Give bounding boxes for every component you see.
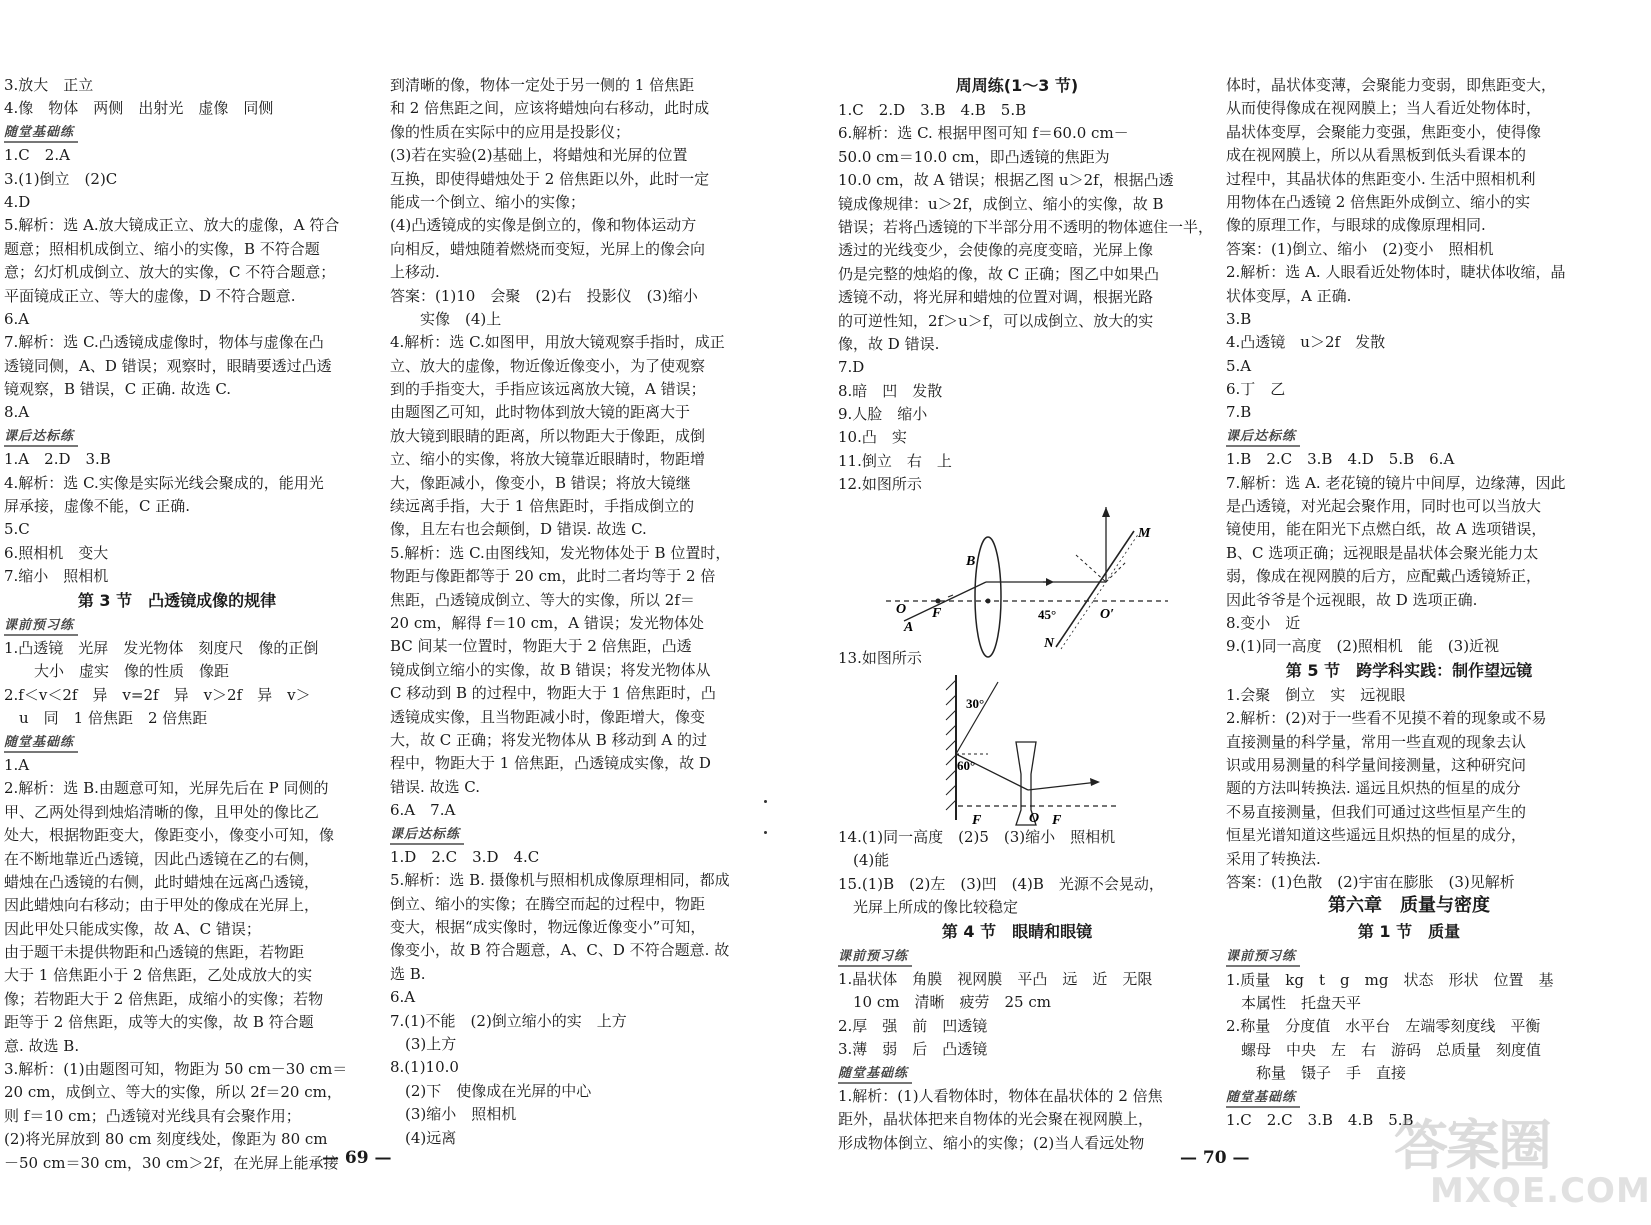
text-line: 8.(1)10.0 (390, 1058, 459, 1077)
text-line: 1.A (4, 755, 30, 774)
text-line: 立、放大的虚像，物近像近像变小，为了使观察 (390, 356, 706, 375)
watermark-text-url: MXQE.COM (1430, 1171, 1651, 1211)
text-line: 6.A (390, 988, 416, 1007)
text-line: 距外，晶状体把来自物体的光会聚在视网膜上， (838, 1110, 1154, 1129)
text-line: 6.解析：选 C. 根据甲图可知 f＝60.0 cm－ (838, 124, 1129, 143)
label-N: N (1044, 635, 1055, 651)
text-line: 题的方法叫转换法. 遥远且炽热的恒星的成分 (1226, 779, 1521, 798)
section-tag (1226, 425, 1592, 448)
label-O: O (896, 601, 907, 617)
text-line: 8.A (4, 403, 30, 422)
column-4 (1226, 74, 1592, 1132)
text-line: 7.D (838, 358, 865, 377)
text-line: 在不断地靠近凸透镜，因此凸透镜在乙的右侧， (4, 849, 320, 868)
text-line: 1.C 2.C 3.B 4.B 5.B (1226, 1111, 1414, 1130)
column-1 (4, 74, 350, 1175)
text-line: 7.解析：选 A. 老花镜的镜片中间厚，边缘薄，因此 (1226, 473, 1566, 492)
text-line: 能成一个倒立、缩小的实像； (390, 192, 586, 211)
text-line: 向相反，蜡烛随着燃烧而变短，光屏上的像会向 (390, 239, 706, 258)
text-line: 1.晶状体 角膜 视网膜 平凸 远 近 无限 (838, 969, 1153, 988)
text-line: 弱，像成在视网膜的后方，应配戴凸透镜矫正， (1226, 567, 1542, 586)
text-line: (3)若在实验(2)基础上，将蜡烛和光屏的位置 (390, 146, 688, 165)
label-angle-45: 45° (1038, 606, 1057, 622)
section-tag-label: 随堂基础练 (4, 125, 78, 143)
figure-13-diagram (838, 670, 1196, 829)
text-line: －50 cm＝30 cm，30 cm＞2f，在光屏上能承接 (4, 1153, 339, 1172)
text-line: 4.凸透镜 u＞2f 发散 (1226, 333, 1386, 352)
text-line: 则 f＝10 cm；凸透镜对光线具有会聚作用； (4, 1106, 301, 1125)
text-line: 采用了转换法. (1226, 849, 1321, 868)
text-line: 从而使得像成在视网膜上；当人看近处物体时， (1226, 99, 1542, 118)
section-tag (4, 425, 350, 448)
chapter-heading: 第六章 质量与密度 (1328, 895, 1490, 917)
text-line: (3)缩小 照相机 (390, 1105, 517, 1124)
text-line: 上移动. (390, 263, 440, 282)
section-tag-label: 课前预习练 (1226, 949, 1300, 967)
section-tag-label: 随堂基础练 (838, 1066, 912, 1084)
text-line: 螺母 中央 左 右 游码 总质量 刻度值 (1226, 1040, 1542, 1059)
text-line: 4.像 物体 两侧 出射光 虚像 同侧 (4, 99, 274, 118)
text-line: 镜成像规律：u＞2f，成倒立、缩小的实像，故 B (838, 194, 1164, 213)
text-line: 因此爷爷是个远视眼，故 D 选项正确. (1226, 590, 1478, 609)
text-line: 形成物体倒立、缩小的实像；(2)当人看远处物 (838, 1133, 1145, 1152)
figure-12-svg (838, 497, 1196, 651)
text-line: (4)凸透镜成的实像是倒立的，像和物体运动方 (390, 216, 697, 235)
text-line: 1.D 2.C 3.D 4.C (390, 847, 540, 866)
text-line: 题意；照相机成倒立、缩小的实像，B 不符合题 (4, 239, 320, 258)
section-tag (838, 945, 1196, 968)
text-line: (2)将光屏放到 80 cm 刻度线处，像距为 80 cm (4, 1130, 328, 1149)
text-line: u 同 1 倍焦距 2 倍焦距 (4, 709, 208, 728)
figure-12-diagram (838, 497, 1196, 651)
text-line: 6.照相机 变大 (4, 543, 109, 562)
text-line: 是凸透镜，对光起会聚作用，同时也可以当放大 (1226, 497, 1542, 516)
label-F-left: F (972, 813, 982, 829)
text-line: 6.丁 乙 (1226, 380, 1286, 399)
text-line: 7.(1)不能 (2)倒立缩小的实 上方 (390, 1011, 627, 1030)
section-tag (4, 614, 350, 637)
page-number-right: — 70 — (1180, 1148, 1250, 1168)
section-heading: 第 1 节 质量 (1357, 922, 1461, 942)
text-line: 透过的光线变少，会使像的亮度变暗，光屏上像 (838, 241, 1154, 260)
section-tag (390, 823, 762, 846)
text-line: 意；幻灯机成倒立、放大的实像，C 不符合题意； (4, 263, 336, 282)
page-number-left: — 69 — (322, 1148, 392, 1168)
text-line: 7.解析：选 C.凸透镜成虚像时，物体与虚像在凸 (4, 333, 324, 352)
text-line: 1.C 2.D 3.B 4.B 5.B (838, 101, 1027, 119)
text-line: 倒立、缩小的实像；在腾空而起的过程中，物距 (390, 894, 706, 913)
section-tag-label: 课后达标练 (390, 827, 464, 845)
text-line: 镜使用，能在阳光下点燃白纸，故 A 选项错误， (1226, 520, 1547, 539)
text-line: 3.薄 弱 后 凸透镜 (838, 1040, 988, 1059)
text-line: 50.0 cm＝10.0 cm，即凸透镜的焦距为 (838, 147, 1110, 166)
watermark-text-cn: 答案圈 (1394, 1114, 1550, 1177)
section-tag-label: 随堂基础练 (4, 735, 78, 753)
section-tag (1226, 945, 1592, 968)
text-line: 2.称量 分度值 水平台 左端零刻度线 平衡 (1226, 1017, 1541, 1036)
text-line: C 移动到 B 的过程中，物距大于 1 倍焦距时，凸 (390, 684, 716, 703)
text-line: 5.C (4, 520, 30, 539)
text-line: 14.(1)同一高度 (2)5 (3)缩小 照相机 (838, 828, 1116, 847)
text-line: 蜡烛在凸透镜的右侧，此时蜡烛在远离凸透镜， (4, 872, 320, 891)
text-line: 本属性 托盘天平 (1226, 994, 1362, 1013)
section-tag-label: 课前预习练 (838, 949, 912, 967)
section-tag-label: 课后达标练 (1226, 429, 1300, 447)
section-tag (838, 1062, 1196, 1085)
text-line: 答案：(1)色散 (2)宇宙在膨胀 (3)见解析 (1226, 872, 1515, 891)
text-line: 5.解析：选 A.放大镜成正立、放大的虚像，A 符合 (4, 216, 340, 235)
question-13-label: 13.如图所示 (838, 648, 922, 667)
column-2 (390, 74, 762, 1150)
text-line: 2.f＜v＜2f 异 v=2f 异 v＞2f 异 v＞ (4, 685, 311, 704)
text-line: 1.解析：(1)人看物体时，物体在晶状体的 2 倍焦 (838, 1086, 1163, 1105)
text-line: 选 B. (390, 964, 426, 983)
text-line: 4.D (4, 192, 31, 211)
text-line: 晶状体变厚，会聚能力变强，焦距变小，使得像 (1226, 122, 1542, 141)
text-line: 3.解析：(1)由题图可知，物距为 50 cm－30 cm＝ (4, 1060, 348, 1079)
text-line: 透镜不动，将光屏和蜡烛的位置对调，根据光路 (838, 288, 1154, 307)
print-mark (764, 800, 767, 803)
label-M: M (1138, 525, 1151, 541)
weekly-practice-section (838, 74, 1214, 497)
text-line: 称量 镊子 手 直接 (1226, 1064, 1407, 1083)
text-line: (3)上方 (390, 1035, 457, 1054)
text-line: 答案：(1)10 会聚 (2)右 投影仪 (3)缩小 (390, 286, 698, 305)
section-tag-label: 随堂基础练 (1226, 1090, 1300, 1108)
section-tag-label: 课后达标练 (4, 429, 78, 447)
text-line: 2.解析：选 B.由题意可知，光屏先后在 P 同侧的 (4, 779, 329, 798)
text-line: 10.凸 实 (838, 428, 907, 447)
text-line: 直接测量的科学量，常用一些直观的现象去认 (1226, 732, 1527, 751)
text-line: 像，故 D 错误. (838, 334, 940, 353)
text-line: 因此蜡烛向右移动；由于甲处的像成在光屏上， (4, 896, 320, 915)
label-angle-60: 60° (957, 758, 976, 774)
section-tag-label: 课前预习练 (4, 618, 78, 636)
text-line: 立、缩小的实像，将放大镜靠近眼睛时，物距增 (390, 450, 706, 469)
text-line: 到清晰的像，物体一定处于另一侧的 1 倍焦距 (390, 76, 695, 94)
text-line: 错误. 故选 C. (390, 777, 481, 796)
text-line: 透镜成实像，且当物距减小时，像距增大，像变 (390, 707, 706, 726)
text-line: BC 间某一位置时，物距大于 2 倍焦距，凸透 (390, 637, 692, 656)
label-B: B (966, 553, 976, 569)
text-line: 4.解析：选 C.如图甲，用放大镜观察手指时，成正 (390, 333, 725, 352)
text-line: 焦距，凸透镜成倒立、等大的实像，所以 2f＝ (390, 590, 695, 609)
text-line: 过程中，其晶状体的焦距变小. 生活中照相机利 (1226, 169, 1536, 188)
section-heading: 第 5 节 跨学科实践：制作望远镜 (1285, 660, 1533, 680)
text-line: 4.解析：选 C.实像是实际光线会聚成的，能用光 (4, 473, 324, 492)
label-O: O (1029, 811, 1040, 827)
text-line: 因此甲处只能成实像，故 A、C 错误； (4, 919, 261, 938)
text-line: 15.(1)B (2)左 (3)凹 (4)B 光源不会晃动， (838, 874, 1164, 893)
text-line: 用物体在凸透镜 2 倍焦距外成倒立、缩小的实 (1226, 192, 1531, 211)
section-heading: 第 4 节 眼睛和眼镜 (941, 921, 1093, 941)
text-line: 平面镜成正立、等大的虚像，D 不符合题意. (4, 286, 296, 305)
text-line: 6.A (4, 309, 30, 328)
text-line: 光屏上所成的像比较稳定 (838, 898, 1019, 917)
label-angle-30: 30° (966, 696, 985, 712)
text-line: 放大镜到眼睛的距离，所以物距大于像距，成倒 (390, 426, 706, 445)
text-line: 7.B (1226, 403, 1252, 422)
text-line: 像；若物距大于 2 倍焦距，成缩小的实像；若物 (4, 989, 324, 1008)
text-line: 程中，物距大于 1 倍焦距，凸透镜成实像，故 D (390, 754, 711, 773)
text-line: 到的手指变大，手指应该远离放大镜，A 错误； (390, 380, 706, 399)
text-line: 不易直接测量，但我们可通过这些恒星产生的 (1226, 802, 1527, 821)
text-line: 由题图乙可知，此时物体到放大镜的距离大于 (390, 403, 691, 422)
text-line: (4)能 (838, 851, 890, 870)
text-line: 答案：(1)倒立、缩小 (2)变小 照相机 (1226, 239, 1494, 258)
text-line: 像变小，故 B 符合题意，A、C、D 不符合题意. 故 (390, 941, 730, 960)
text-line: 成在视网膜上，所以从看黑板到低头看课本的 (1226, 146, 1527, 165)
text-line: 由于题干未提供物距和凸透镜的焦距，若物距 (4, 943, 305, 962)
section-tag (4, 121, 350, 144)
text-line: 5.解析：选 B. 摄像机与照相机成像原理相同，都成 (390, 871, 730, 890)
label-A: A (904, 619, 914, 635)
text-line: 8.暗 凹 发散 (838, 381, 943, 400)
text-line: 的可逆性知，2f＞u＞f，可以成倒立、放大的实 (838, 311, 1154, 330)
text-line: 9.(1)同一高度 (2)照相机 能 (3)近视 (1226, 637, 1500, 656)
text-line: 互换，即使得蜡烛处于 2 倍焦距以外，此时一定 (390, 169, 710, 188)
text-line: 1.凸透镜 光屏 发光物体 刻度尺 像的正倒 (4, 638, 319, 657)
text-line: 5.A (1226, 356, 1252, 375)
text-line: 2.厚 强 前 凹透镜 (838, 1016, 988, 1035)
text-line: 像的原理工作，与眼球的成像原理相同. (1226, 216, 1486, 235)
text-line: 1.C 2.A (4, 146, 70, 165)
text-line: 镜观察，B 错误，C 正确. 故选 C. (4, 380, 232, 399)
section-heading: 第 3 节 凸透镜成像的规律 (77, 590, 277, 610)
text-line: 像，且左右也会颠倒，D 错误. 故选 C. (390, 520, 647, 539)
text-line: 错误；若将凸透镜的下半部分用不透明的物体遮住一半， (838, 217, 1214, 236)
text-line: 1.A 2.D 3.B (4, 450, 111, 469)
text-line: 5.解析：选 C.由图线知，发光物体处于 B 位置时， (390, 543, 731, 562)
text-line: 像的性质在实际中的应用是投影仪； (390, 122, 631, 141)
figure-13-svg (838, 670, 1196, 829)
text-line: 3.(1)倒立 (2)C (4, 169, 118, 188)
label-F: F (932, 605, 942, 621)
text-line: 识或用易测量的科学量间接测量，这种研究问 (1226, 755, 1527, 774)
label-O-prime: O′ (1100, 606, 1115, 622)
label-F-right: F (1052, 813, 1062, 829)
text-line: 10 cm 清晰 疲劳 25 cm (838, 993, 1051, 1012)
text-line: 透镜同侧，A、D 错误；观察时，眼睛要透过凸透 (4, 356, 332, 375)
text-line: 处大，根据物距变大，像距变小，像变小可知，像 (4, 826, 335, 845)
text-line: 大小 虚实 像的性质 像距 (4, 662, 230, 681)
text-line: 恒星光谱知道这些遥远且炽热的恒星的成分， (1226, 826, 1527, 845)
watermark-logo (1390, 1103, 1651, 1218)
print-mark (764, 831, 767, 834)
text-line: 大于 1 倍焦距小于 2 倍焦距，乙处成放大的实 (4, 966, 313, 985)
text-line: 物距与像距都等于 20 cm，此时二者均等于 2 倍 (390, 567, 716, 586)
eyes-section (838, 826, 1196, 1155)
section-tag (4, 731, 350, 754)
text-line: 10.0 cm，故 A 错误；根据乙图 u＞2f，根据凸透 (838, 171, 1174, 190)
column-3 (838, 74, 1214, 1155)
text-line: 变大，根据“成实像时，物远像近像变小”可知， (390, 918, 706, 937)
text-line: 1.B 2.C 3.B 4.D 5.B 6.A (1226, 450, 1455, 469)
text-line: (4)远离 (390, 1128, 457, 1147)
text-line: 镜成倒立缩小的实像，故 B 错误；将发光物体从 (390, 660, 711, 679)
text-line: 甲、乙两处得到烛焰清晰的像，且甲处的像比乙 (4, 802, 320, 821)
text-line: 9.人脸 缩小 (838, 405, 928, 424)
text-line: 8.变小 近 (1226, 613, 1301, 632)
text-line: 实像 (4)上 (390, 309, 502, 328)
text-line: 仍是完整的烛焰的像，故 C 正确；图乙中如果凸 (838, 264, 1160, 283)
text-line: 11.倒立 右 上 (838, 451, 952, 470)
text-line: 1.质量 kg t g mg 状态 形状 位置 基 (1226, 970, 1554, 989)
text-line: 屏承接，虚像不能，C 正确. (4, 497, 191, 516)
text-line: 6.A 7.A (390, 801, 456, 820)
text-line: 和 2 倍焦距之间，应该将蜡烛向右移动，此时成 (390, 99, 710, 118)
text-line: 续远离手指，大于 1 倍焦距时，手指成倒立的 (390, 497, 695, 516)
text-line: 意. 故选 B. (4, 1036, 80, 1055)
text-line: 7.缩小 照相机 (4, 567, 109, 586)
text-line: 20 cm，成倒立、等大的实像，所以 2f＝20 cm， (4, 1083, 342, 1102)
text-line: 距等于 2 倍焦距，成等大的实像，故 B 符合题 (4, 1013, 314, 1032)
text-line: 状体变厚，A 正确. (1226, 286, 1352, 305)
text-line: B、C 选项正确；远视眼是晶状体会聚光能力太 (1226, 543, 1539, 562)
text-line: 3.放大 正立 (4, 76, 94, 94)
text-line: 12.如图所示 (838, 475, 922, 494)
text-line: 3.B (1226, 309, 1252, 328)
text-line: 大，像距减小，像变小，B 错误；将放大镜继 (390, 473, 691, 492)
text-line: 20 cm，解得 f＝10 cm，A 错误；发光物体处 (390, 613, 704, 632)
text-line: 2.解析：(2)对于一些看不见摸不着的现象或不易 (1226, 709, 1547, 728)
section-heading: 周周练(1～3 节) (955, 76, 1079, 95)
text-line: 体时，晶状体变薄，会聚能力变弱，即焦距变大， (1226, 76, 1557, 94)
text-line: 2.解析：选 A. 人眼看近处物体时，睫状体收缩，晶 (1226, 263, 1566, 282)
text-line: 1.会聚 倒立 实 远视眼 (1226, 685, 1406, 704)
text-line: (2)下 使像成在光屏的中心 (390, 1081, 592, 1100)
text-line: 大，故 C 正确；将发光物体从 B 移动到 A 的过 (390, 730, 707, 749)
